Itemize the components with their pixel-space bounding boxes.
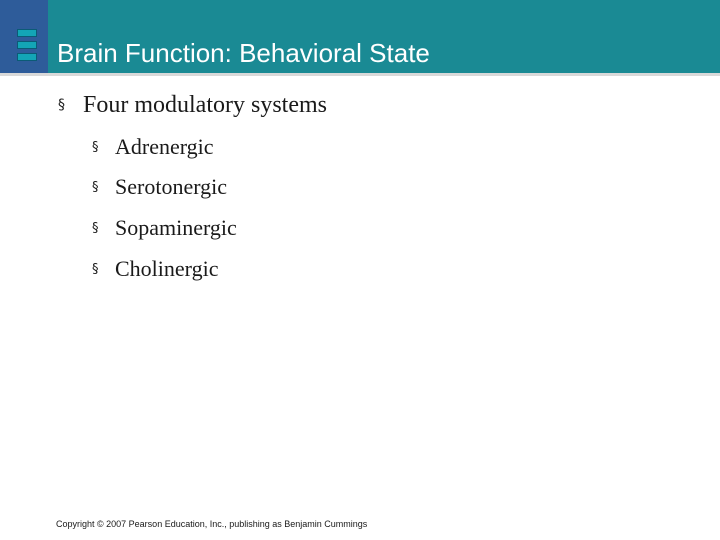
logo-bar-top: [17, 29, 37, 37]
logo-bar-middle: [17, 41, 37, 49]
logo-bar-bottom: [17, 53, 37, 61]
stacked-bars-logo-icon: [0, 0, 48, 76]
section-sign-bullet-icon: §: [92, 180, 99, 195]
sub-bullet-item: [92, 133, 214, 162]
copyright-footer: Copyright © 2007 Pearson Education, Inc., publishing as Benjamin Cummings: [56, 519, 368, 529]
slide-header: [0, 0, 720, 76]
sub-bullet-text: Cholinergic: [115, 256, 219, 281]
sub-bullet-text: Sopaminergic: [115, 215, 237, 240]
sub-bullet-item: [92, 173, 227, 202]
section-sign-bullet-icon: §: [92, 140, 99, 155]
sub-bullet-text: Serotonergic: [115, 174, 228, 199]
main-bullet: [58, 90, 327, 120]
section-sign-bullet-icon: §: [58, 97, 65, 113]
sub-bullet-item: [92, 255, 218, 284]
section-sign-bullet-icon: §: [92, 262, 99, 277]
sub-bullet-item: [92, 214, 237, 243]
header-divider: [0, 73, 720, 76]
main-bullet-text: Four modulatory systems: [83, 92, 327, 118]
section-sign-bullet-icon: §: [92, 221, 99, 236]
slide-title: Brain Function: Behavioral State: [57, 38, 430, 68]
sub-bullet-text: Adrenergic: [115, 134, 214, 159]
